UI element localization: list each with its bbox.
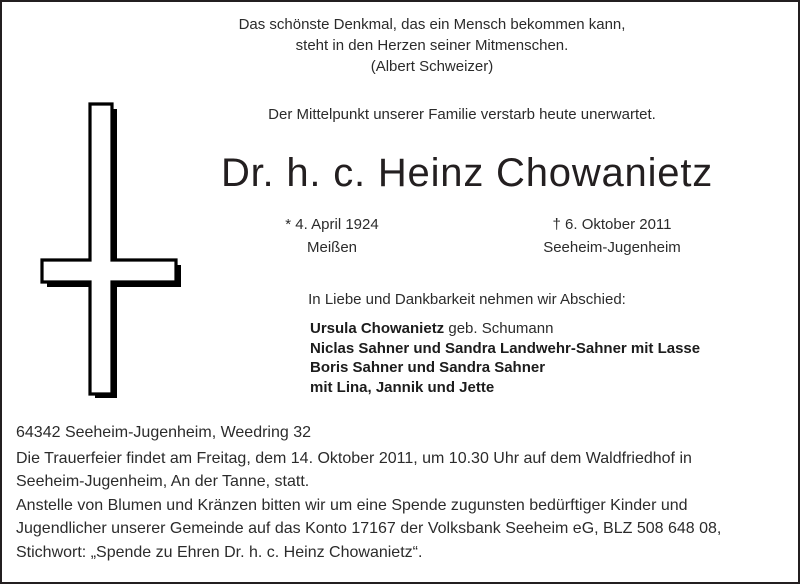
- epigraph-line-1: Das schönste Denkmal, das ein Mensch bekommen kann,: [238, 16, 626, 33]
- death-place: Seeheim-Jugenheim: [543, 239, 681, 256]
- ceremony-line-2: Seeheim-Jugenheim, An der Tanne, statt.: [16, 473, 310, 490]
- survivor-name: Ursula Chowanietz: [310, 320, 445, 337]
- birth-place: Meißen: [306, 239, 358, 256]
- survivors-list: [310, 319, 700, 397]
- ceremony-line-1: Die Trauerfeier findet am Freitag, dem 14. Oktober 2011, um 10.30 Uhr auf dem Waldfriedhof in: [16, 449, 692, 467]
- survivor-name: Boris Sahner und Sandra Sahner: [310, 359, 546, 376]
- list-item: [310, 358, 700, 378]
- page-title: Dr. h. c. Heinz Chowanietz: [220, 151, 714, 195]
- donation-line-2: Jugendlicher unserer Gemeinde auf das Konto 17167 der Volksbank Seeheim eG, BLZ 508 648 08,: [16, 520, 722, 537]
- address-line: 64342 Seeheim-Jugenheim, Weedring 32: [16, 424, 312, 441]
- survivor-name: Niclas Sahner und Sandra Landwehr-Sahner mit Lasse: [310, 339, 701, 357]
- death-date: † 6. Oktober 2011: [552, 216, 672, 233]
- donation-line-1: Anstelle von Blumen und Kränzen bitten wir um eine Spende zugunsten bedürftiger Kinder und: [16, 496, 688, 514]
- survivor-name: mit Lina, Jannik und Jette: [310, 378, 495, 396]
- lead-line: Der Mittelpunkt unserer Familie verstarb heute unerwartet.: [268, 106, 656, 123]
- birth-info: [192, 213, 472, 259]
- list-item: [310, 378, 700, 398]
- birth-date: * 4. April 1924: [285, 216, 379, 233]
- latin-cross-icon: [26, 98, 186, 398]
- list-item: [310, 339, 700, 359]
- epigraph: [152, 14, 712, 77]
- epigraph-line-2: steht in den Herzen seiner Mitmenschen.: [295, 37, 569, 54]
- death-info: [472, 213, 752, 259]
- survivor-detail: geb. Schumann: [444, 320, 554, 337]
- life-dates: [192, 213, 752, 259]
- list-item: [310, 319, 700, 339]
- notice-upper-section: [2, 2, 798, 417]
- epigraph-attribution: (Albert Schweizer): [370, 58, 494, 75]
- donation-line-3: Stichwort: „Spende zu Ehren Dr. h. c. Heinz Chowanietz“.: [16, 543, 423, 561]
- farewell-intro: In Liebe und Dankbarkeit nehmen wir Abschied:: [308, 291, 626, 308]
- notice-footer: [2, 422, 798, 565]
